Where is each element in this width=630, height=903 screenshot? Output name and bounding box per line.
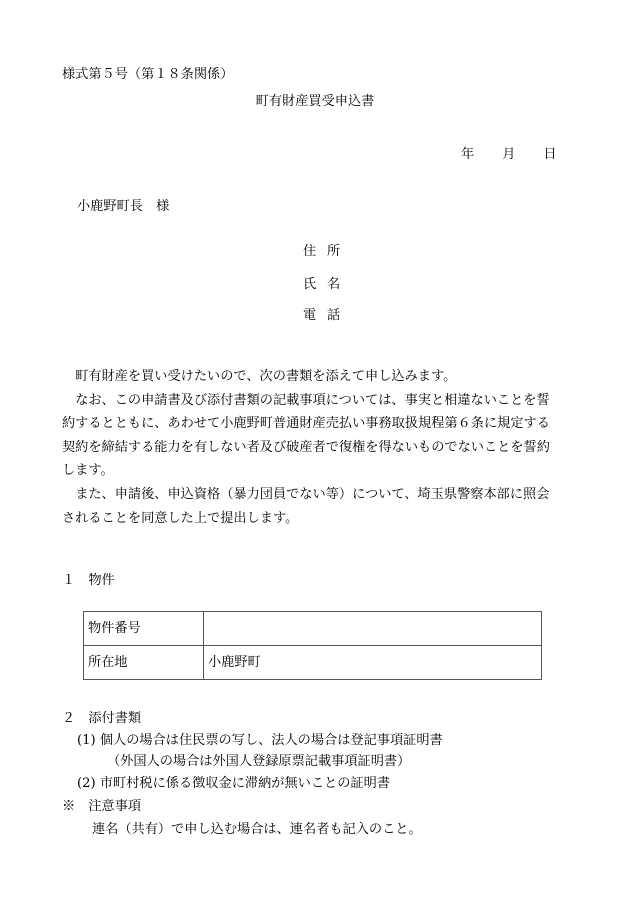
applicant-address-label: 住 所 [303,244,341,259]
statement-paragraph-1: 町有財産を買い受けたいので、次の書類を添えて申し込みます。 [75,369,457,384]
statement-paragraph-2: なお、この申請書及び添付書類の記載事項については、事実と相違ないことを誓約するとともに、あわせて小鹿野町普通財産売払い事務取扱規程第６条に規定する契約を締結する能力を有しない者及び破産者で復権を得ないものでないことを誓約します。 [62,392,550,479]
property-location-label: 所在地 [84,646,204,680]
section-1-heading: １ 物件 [62,573,115,588]
notes-heading: ※ 注意事項 [62,799,142,814]
property-location-value: 小鹿野町 [204,646,542,680]
table-row [84,646,542,680]
property-table [83,611,542,680]
date-line [461,148,557,161]
document-title: 町有財産買受申込書 [255,94,375,109]
date-year-label: 年 [461,147,475,162]
notes-body: 連名（共有）で申し込む場合は、連名者も記入のこと。 [92,822,422,837]
section-2-heading: ２ 添付書類 [62,711,142,726]
property-number-value [204,612,542,646]
property-number-label: 物件番号 [84,612,204,646]
attachment-item-1: (1) 個人の場合は住民票の写し、法人の場合は登記事項証明書 [77,733,443,748]
statement-paragraph-3: また、申請後、申込資格（暴力団員でない等）について、埼玉県警察本部に照会されることを同意した上で提出します。 [62,486,550,526]
applicant-name-label: 氏 名 [303,277,341,292]
table-row [84,612,542,646]
form-number: 様式第５号（第１８条関係） [62,67,234,82]
date-day-label: 日 [543,147,557,162]
date-month-label: 月 [502,147,516,162]
applicant-phone-label: 電 話 [303,308,341,323]
application-statement [62,365,552,530]
attachment-item-2: (2) 市町村税に係る徴収金に滞納が無いことの証明書 [77,776,390,791]
attachment-item-1-note: （外国人の場合は外国人登録原票記載事項証明書） [107,754,411,769]
addressee: 小鹿野町長 様 [77,199,170,214]
